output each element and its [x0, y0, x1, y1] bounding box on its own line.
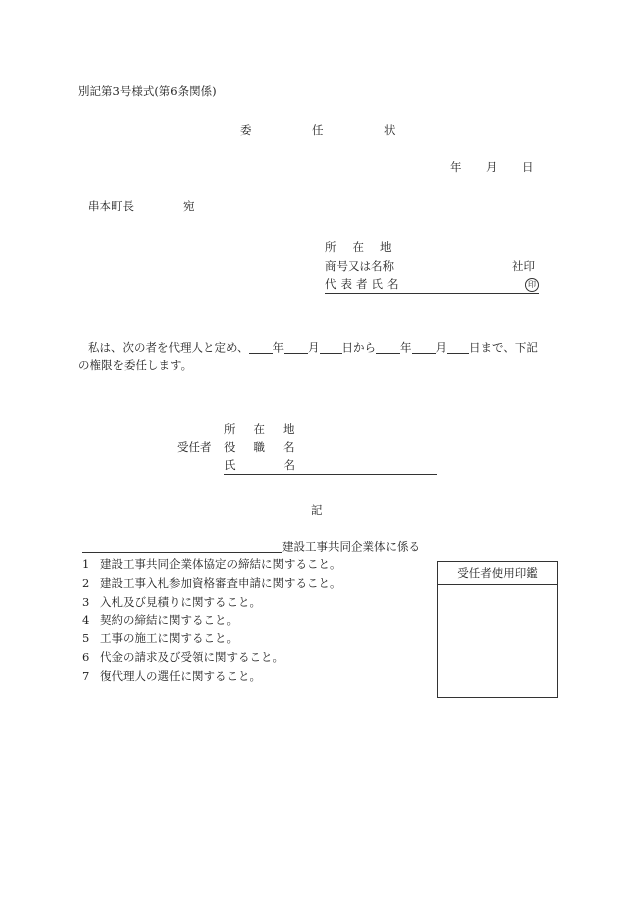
principal-company-label: 商号又は名称 [325, 259, 394, 273]
company-seal-label: 社印 [512, 259, 535, 273]
principal-address-label: 所 在 地 [325, 240, 392, 254]
form-label: 別記第3号様式(第6条関係) [78, 84, 217, 98]
agent-label: 受任者 [177, 440, 212, 454]
title-char-1: 委 [240, 123, 252, 137]
list-item: 4 契約の締結に関すること。 [82, 613, 238, 627]
principal-rep-label: 代 表 者 氏 名 [325, 277, 399, 291]
blank-year-2[interactable] [376, 341, 400, 354]
title-char-3: 状 [384, 123, 396, 137]
date-day-label: 日 [522, 160, 534, 174]
blank-day-1[interactable] [320, 341, 342, 354]
agent-position-label: 役 職 名 [224, 440, 295, 454]
jv-line: 建設工事共同企業体に係る [82, 540, 420, 553]
body-line-1: 私は、次の者を代理人と定め、 年 月 日から 年 月 日まで、下記 [88, 340, 538, 355]
agent-name-label: 氏 名 [224, 458, 295, 472]
body-line-2: の権限を委任します。 [78, 358, 193, 372]
recipient-name: 串本町長 [88, 199, 134, 213]
list-item: 7 復代理人の選任に関すること。 [82, 669, 261, 683]
agent-seal-box[interactable] [437, 561, 558, 698]
blank-year-1[interactable] [249, 341, 273, 354]
date-month-label: 月 [486, 160, 498, 174]
list-item: 5 工事の施工に関すること。 [82, 631, 238, 645]
agent-name-line [224, 460, 437, 475]
list-item: 3 入札及び見積りに関すること。 [82, 595, 261, 609]
blank-day-2[interactable] [447, 341, 469, 354]
seal-box-title: 受任者使用印鑑 [438, 562, 557, 585]
date-year-label: 年 [450, 160, 462, 174]
list-item: 6 代金の請求及び受領に関すること。 [82, 650, 284, 664]
rep-seal-icon: 印 [525, 278, 539, 292]
blank-month-1[interactable] [284, 341, 308, 354]
list-item: 2 建設工事入札参加資格審査申請に関すること。 [82, 576, 342, 590]
recipient-suffix: 宛 [183, 199, 195, 213]
agent-address-label: 所 在 地 [224, 422, 295, 436]
blank-month-2[interactable] [412, 341, 436, 354]
ki-heading: 記 [311, 503, 323, 517]
title-char-2: 任 [312, 123, 324, 137]
list-item: 1 建設工事共同企業体協定の締結に関すること。 [82, 557, 342, 571]
jv-name-blank[interactable] [82, 540, 282, 553]
principal-rep-line [325, 279, 539, 294]
